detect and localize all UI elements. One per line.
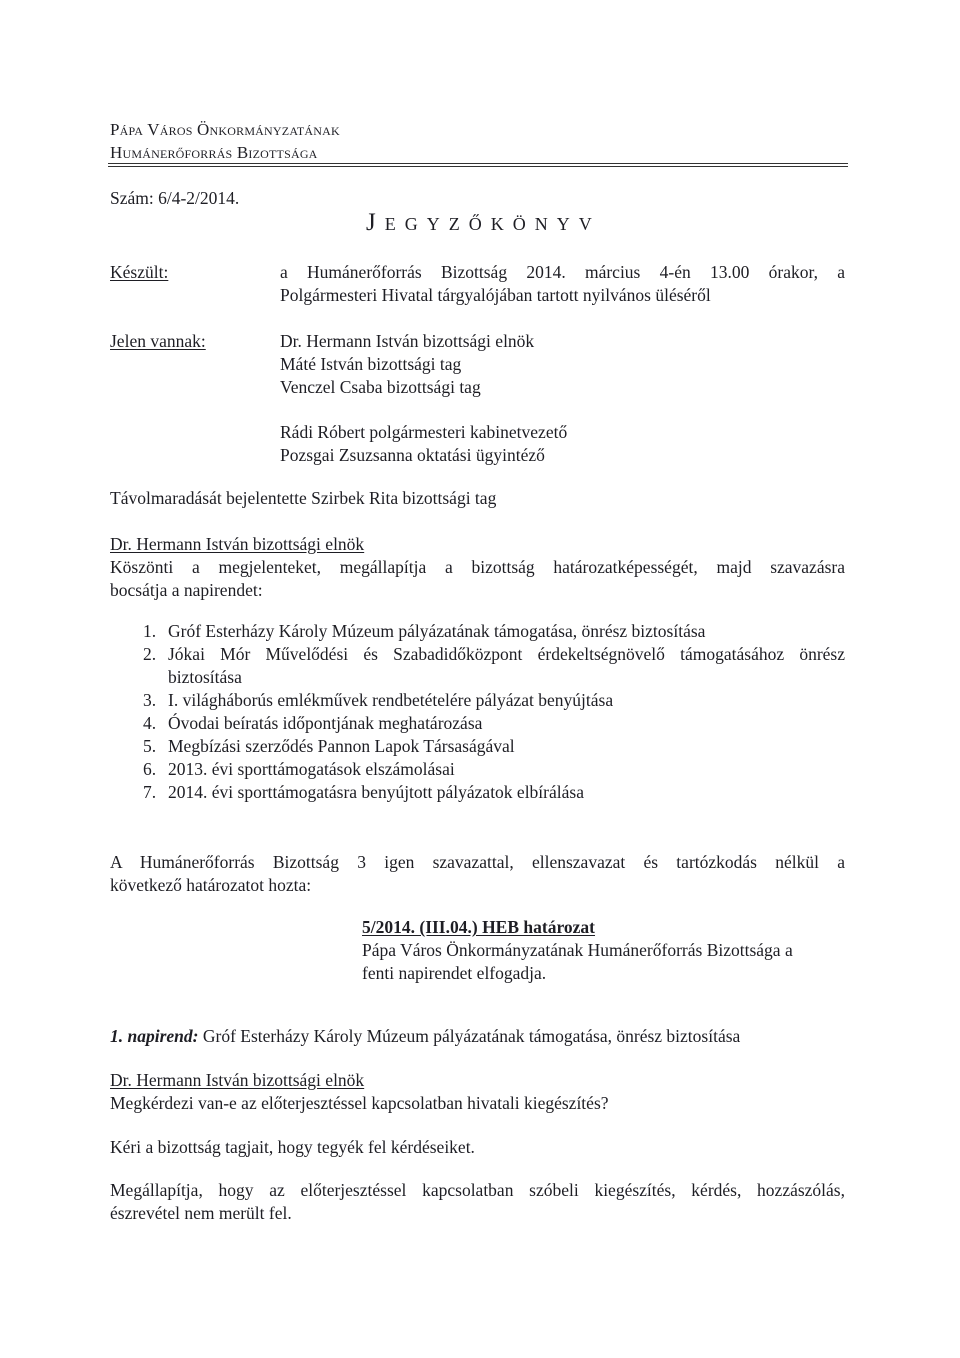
agenda-item: Megbízási szerződés Pannon Lapok Társaságával xyxy=(168,736,515,756)
member-1: Dr. Hermann István bizottsági elnök xyxy=(280,331,535,351)
agenda-item-1-text: Gróf Esterházy Károly Múzeum pályázatának támogatása, önrész biztosítása xyxy=(198,1026,741,1046)
agenda-item: I. világháborús emlékművek rendbetételére pályázat benyújtása xyxy=(168,690,614,710)
paragraph-1: Megkérdezi van-e az előterjesztéssel kapcsolatban hivatali kiegészítés? xyxy=(110,1093,609,1113)
agenda-item: Gróf Esterházy Károly Múzeum pályázatának támogatása, önrész biztosítása xyxy=(168,621,706,641)
greeting-line-2: bocsátja a napirendet: xyxy=(110,580,263,600)
member-2: Máté István bizottsági tag xyxy=(280,354,462,374)
agenda-num: 1. xyxy=(143,621,157,641)
paragraph-2: Kéri a bizottság tagjait, hogy tegyék fel kérdéseiket. xyxy=(110,1137,475,1157)
agenda-num: 7. xyxy=(143,782,157,802)
document-title: Jegyzőkönyv xyxy=(366,209,601,236)
header-line-2: Humánerőforrás Bizottsága xyxy=(110,143,318,162)
vote-line-2: következő határozatot hozta: xyxy=(110,875,312,895)
guest-2: Pozsgai Zsuzsanna oktatási ügyintéző xyxy=(280,445,545,465)
chair-label: Dr. Hermann István bizottsági elnök xyxy=(110,534,365,554)
header-rule-bottom xyxy=(108,166,848,167)
agenda-item-1-heading xyxy=(110,1025,740,1047)
greeting-line-1: Köszönti a megjelenteket, megállapítja a bizottság határozatképességét, majd szavazásra xyxy=(110,557,845,577)
agenda-num: 5. xyxy=(143,736,157,756)
agenda-item-continued: biztosítása xyxy=(168,667,242,687)
agenda-item: Óvodai beíratás időpontjának meghatározása xyxy=(168,713,483,733)
prepared-line-2: Polgármesteri Hivatal tárgyalójában tartott nyilvános üléséről xyxy=(280,285,711,305)
prepared-label: Készült: xyxy=(110,262,169,282)
agenda-num: 3. xyxy=(143,690,157,710)
agenda-num: 2. xyxy=(143,644,157,664)
agenda-num: 4. xyxy=(143,713,157,733)
vote-line-1: A Humánerőforrás Bizottság 3 igen szavazattal, ellenszavazat és tartózkodás nélkül a xyxy=(110,852,845,872)
resolution-line-2: fenti napirendet elfogadja. xyxy=(362,963,547,983)
agenda-item: 2014. évi sporttámogatásra benyújtott pályázatok elbírálása xyxy=(168,782,584,802)
paragraph-3-line-2: észrevétel nem merült fel. xyxy=(110,1203,292,1223)
present-label: Jelen vannak: xyxy=(110,331,206,351)
agenda-item-1-label: 1. napirend: xyxy=(110,1026,199,1046)
header-rule-top xyxy=(108,163,848,164)
agenda-num: 6. xyxy=(143,759,157,779)
resolution-line-1: Pápa Város Önkormányzatának Humánerőforrás Bizottsága a xyxy=(362,940,793,960)
member-3: Venczel Csaba bizottsági tag xyxy=(280,377,481,397)
prepared-line-1: a Humánerőforrás Bizottság 2014. március 4-én 13.00 órakor, a xyxy=(280,262,845,282)
resolution-title: 5/2014. (III.04.) HEB határozat xyxy=(362,917,596,937)
absence-note: Távolmaradását bejelentette Szirbek Rita bizottsági tag xyxy=(110,488,497,508)
header-line-1: Pápa Város Önkormányzatának xyxy=(110,120,340,139)
chair-label-2: Dr. Hermann István bizottsági elnök xyxy=(110,1070,365,1090)
agenda-item: 2013. évi sporttámogatások elszámolásai xyxy=(168,759,455,779)
agenda-item: Jókai Mór Művelődési és Szabadidőközpont érdekeltségnövelő támogatásához önrész xyxy=(168,644,845,664)
document-number: Szám: 6/4-2/2014. xyxy=(110,188,240,208)
paragraph-3-line-1: Megállapítja, hogy az előterjesztéssel kapcsolatban szóbeli kiegészítés, kérdés, hozzászólás, xyxy=(110,1180,845,1200)
guest-1: Rádi Róbert polgármesteri kabinetvezető xyxy=(280,422,568,442)
